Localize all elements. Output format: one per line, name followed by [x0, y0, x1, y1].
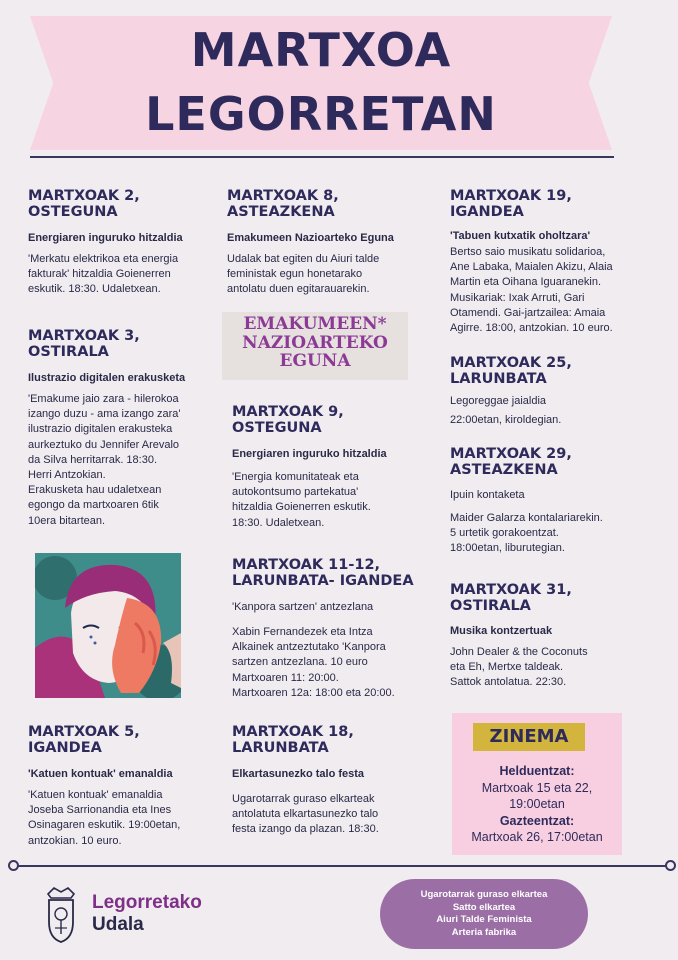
event-date: MARTXOAK 8, [227, 188, 339, 204]
event-martxoak-19 [450, 188, 650, 336]
footer-divider [14, 865, 668, 867]
event-description: 'Energia komunitateak eta autokontsumo partekatua' hitzaldia Goienerren eskutik. 18:30. Udaletxean. [232, 471, 371, 529]
brand-line-1: Legorretako [92, 892, 202, 913]
illustration-woman-hand [35, 553, 181, 698]
event-subtitle: Musika kontzertuak [450, 625, 553, 637]
event-subtitle: Emakumeen Nazioarteko Eguna [227, 232, 394, 244]
event-weekday: IGANDEA [28, 740, 102, 756]
event-date: MARTXOAK 11-12, [232, 557, 381, 573]
event-subtitle: Energiaren inguruko hitzaldia [232, 448, 387, 460]
event-description: 'Katuen kontuak' emanaldia Joseba Sarrionandia eta Ines Osinagaren eskutik. 19:00etan, antzokian. 10 euro. [28, 789, 181, 847]
event-description: 'Merkatu elektrikoa eta energia fakturak' hitzaldia Goienerren eskutik. 18:30. Udaletxean. [28, 253, 179, 296]
event-subtitle: Ipuin kontaketa [450, 489, 525, 501]
event-description: 'Emakume jaio zara - hilerokoa izango duzu - ama izango zara' ilustrazio digitalen erakusteka aurkeztuko du Jennifer Arevalo da Silva herritarrak. 18:30. Herri Antzokian. Erakusketa hau udaletxean egongo da martxoaren 6tik 10era bitartean. [28, 393, 181, 527]
event-martxoak-31 [450, 582, 650, 691]
event-martxoak-11-12 [232, 557, 442, 701]
event-date: MARTXOAK 2, [28, 188, 140, 204]
event-date: MARTXOAK 25, [450, 355, 572, 371]
event-date: MARTXOAK 19, [450, 188, 572, 204]
event-subtitle: Ilustrazio digitalen erakusketa [28, 372, 186, 384]
event-weekday: LARUNBATA [232, 740, 329, 756]
event-weekday: IGANDEA [450, 204, 524, 220]
event-martxoak-8 [227, 188, 427, 298]
title-underline [30, 156, 614, 158]
event-weekday: OSTEGUNA [232, 420, 322, 436]
cinema-box [452, 713, 622, 855]
event-weekday: OSTIRALA [450, 598, 531, 614]
event-subtitle: Legoreggae jaialdia [450, 395, 547, 407]
event-weekday: LARUNBATA- IGANDEA [232, 573, 414, 589]
cinema-schedule: Helduentzat: Martxoak 15 eta 22, 19:00etan Gazteentzat: Martxoak 26, 17:00etan [452, 763, 622, 846]
event-date: MARTXOAK 3, [28, 328, 140, 344]
cinema-tag: ZINEMA [473, 723, 585, 751]
event-weekday: ASTEAZKENA [450, 462, 558, 478]
event-date: MARTXOAK 5, [28, 724, 140, 740]
event-description: Udalak bat egiten du Aiuri talde feministak egun honetarako antolatu duen egitarauarekin. [227, 253, 380, 296]
page-title [30, 18, 612, 146]
event-martxoak-5 [28, 724, 218, 849]
event-description: Xabin Fernandezek eta Intza Alkainek antzeztutako 'Kanpora sartzen antzezlana. 10 euro Martxoaren 11: 20:00. Martxoaren 12a: 18:00 eta 20:00. [232, 626, 395, 699]
divider-dot-left [8, 860, 19, 871]
event-martxoak-2 [28, 188, 218, 298]
event-description: Bertso saio musikatu solidarioa, Ane Labaka, Maialen Akizu, Alaia Martin eta Oihana Iguaranekin. Musikariak: Ixak Arruti, Gari Otamendi. Gai-jartzailea: Amaia Agirre. 18:00, antzokian. 10 euro. [450, 246, 613, 335]
title-line-2: LEGORRETAN [145, 87, 497, 141]
brand-line-2: Udala [92, 914, 144, 935]
event-subtitle: Elkartasunezko talo festa [232, 768, 365, 780]
event-weekday: ASTEAZKENA [227, 204, 335, 220]
event-subtitle: 'Kanpora sartzen' antzezlana [232, 601, 374, 613]
event-date: MARTXOAK 29, [450, 446, 572, 462]
sponsors-pill: Ugarotarrak guraso elkartea Satto elkartea Aiuri Talde Feminista Arteria fabrika [380, 879, 588, 949]
event-description: 22:00etan, kiroldegian. [450, 414, 562, 426]
event-subtitle: 'Tabuen kutxatik oholtzara' [450, 230, 591, 242]
event-martxoak-18 [232, 724, 432, 838]
event-description: Maider Galarza kontalariarekin. 5 urtetik gorakoentzat. 18:00etan, liburutegian. [450, 512, 603, 555]
event-weekday: OSTIRALA [28, 344, 109, 360]
event-date: MARTXOAK 31, [450, 582, 572, 598]
event-date: MARTXOAK 9, [232, 404, 344, 420]
coat-of-arms-icon [40, 884, 82, 946]
womens-day-stamp: EMAKUMEEN* NAZIOARTEKO EGUNA [222, 312, 408, 380]
event-martxoak-29 [450, 446, 650, 557]
event-date: MARTXOAK 18, [232, 724, 354, 740]
municipality-logo-text [92, 892, 202, 936]
event-subtitle: 'Katuen kontuak' emanaldia [28, 768, 173, 780]
event-weekday: LARUNBATA [450, 371, 547, 387]
cinema-youth-label: Gazteentzat: [499, 813, 575, 828]
event-martxoak-25 [450, 355, 650, 428]
event-martxoak-3 [28, 328, 218, 529]
event-description: John Dealer & the Coconuts eta Eh, Mertxe taldeak. Sattok antolatua. 22:30. [450, 646, 588, 689]
event-martxoak-9 [232, 404, 432, 531]
event-description: Ugarotarrak guraso elkarteak antolatuta elkartasunezko talo festa izango da plazan. 18:30. [232, 793, 379, 836]
event-subtitle: Energiaren inguruko hitzaldia [28, 232, 183, 244]
title-line-1: MARTXOA [190, 23, 452, 77]
divider-dot-right [665, 860, 676, 871]
event-weekday: OSTEGUNA [28, 204, 118, 220]
cinema-adults-label: Helduentzat: [499, 764, 575, 778]
